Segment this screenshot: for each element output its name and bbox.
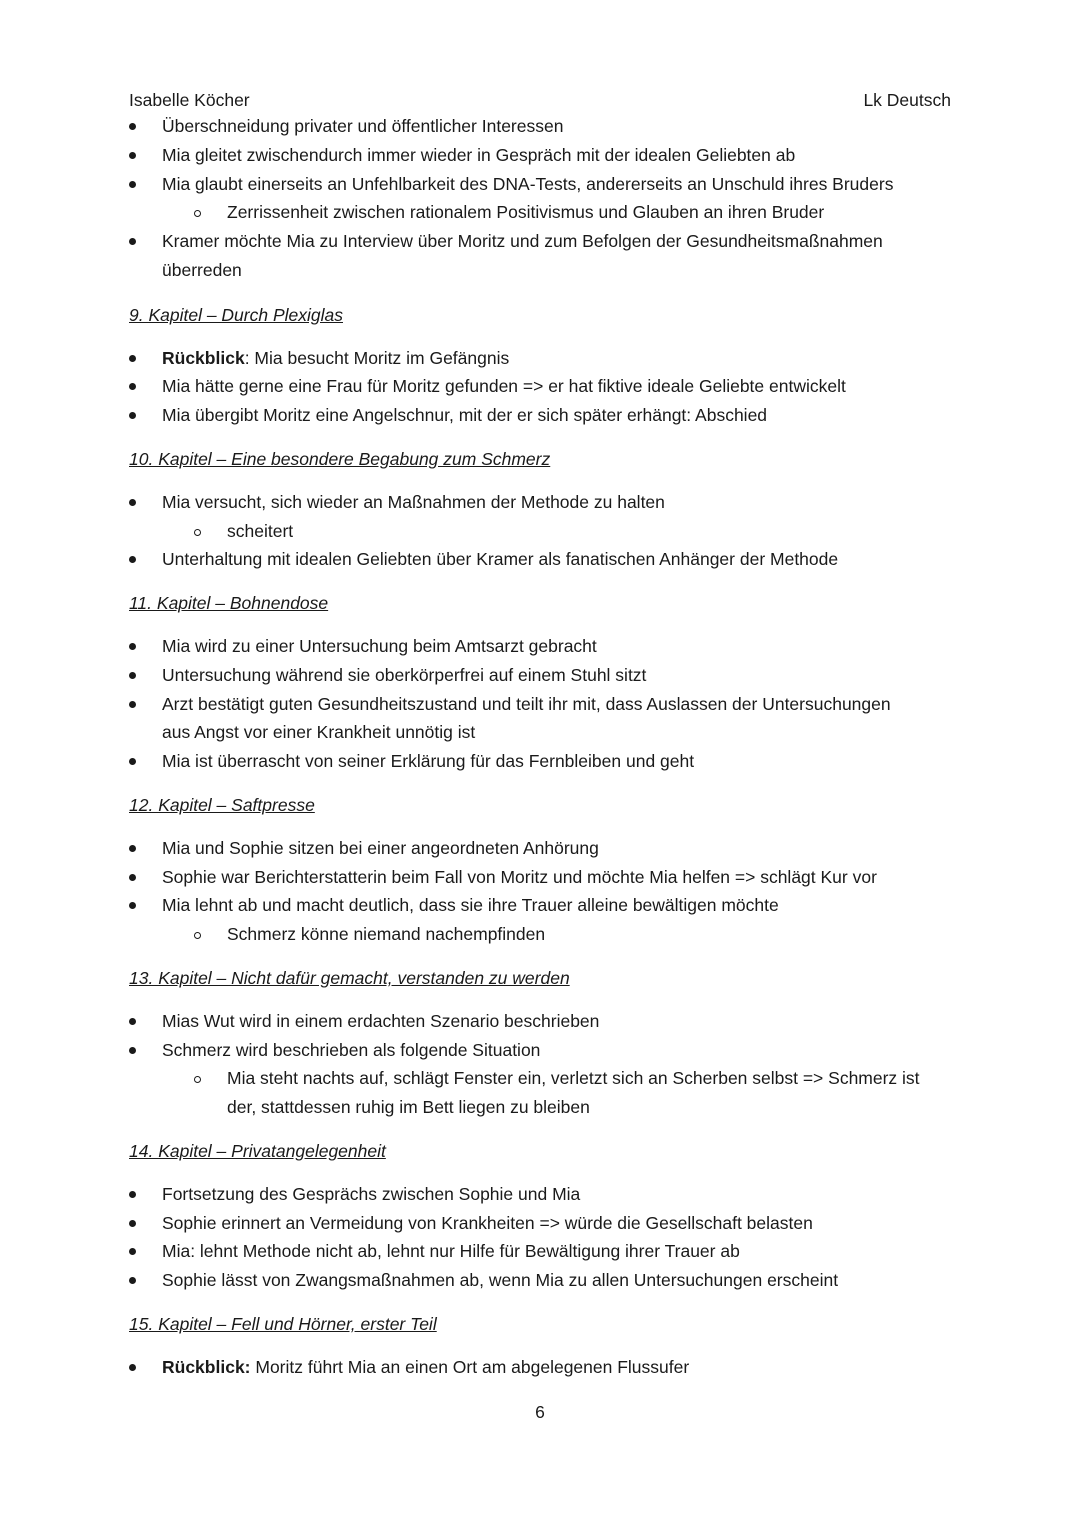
chapter-heading: 10. Kapitel – Eine besondere Begabung zum Schmerz [129, 448, 551, 469]
sub-list-item: scheitert [129, 517, 959, 546]
chapter-heading: 9. Kapitel – Durch Plexiglas [129, 304, 343, 325]
list-item: Mia lehnt ab und macht deutlich, dass sie ihre Trauer alleine bewältigen möchte [129, 891, 959, 920]
course-name: Lk Deutsch [863, 90, 951, 110]
chapter-heading: 14. Kapitel – Privatangelegenheit [129, 1140, 386, 1161]
list-item: Schmerz wird beschrieben als folgende Situation [129, 1036, 959, 1065]
sub-list-item: Schmerz könne niemand nachempfinden [129, 920, 959, 949]
list-item: Untersuchung während sie oberkörperfrei auf einem Stuhl sitzt [129, 661, 959, 690]
list-item: Mia: lehnt Methode nicht ab, lehnt nur Hilfe für Bewältigung ihrer Trauer ab [129, 1237, 959, 1266]
page-number: 6 [535, 1402, 545, 1422]
list-item: Kramer möchte Mia zu Interview über Moritz und zum Befolgen der Gesundheitsmaßnahmen [129, 227, 959, 256]
list-item: Mia übergibt Moritz eine Angelschnur, mit der er sich später erhängt: Abschied [129, 401, 959, 430]
chapter-heading: 12. Kapitel – Saftpresse [129, 794, 315, 815]
list-item: Mia versucht, sich wieder an Maßnahmen der Methode zu halten [129, 488, 959, 517]
chapter-heading: 11. Kapitel – Bohnendose [129, 593, 329, 614]
list-item: Rückblick: Mia besucht Moritz im Gefängnis [129, 344, 959, 373]
list-item-continuation: aus Angst vor einer Krankheit unnötig ist [162, 722, 476, 743]
list-item: Mia glaubt einerseits an Unfehlbarkeit des DNA-Tests, andererseits an Unschuld ihres Bruders [129, 170, 959, 199]
sub-list-item-continuation: der, stattdessen ruhig im Bett liegen zu bleiben [227, 1097, 590, 1118]
list-item: Sophie war Berichterstatterin beim Fall von Moritz und möchte Mia helfen => schlägt Kur vor [129, 863, 959, 892]
list-item: Mia hätte gerne eine Frau für Moritz gefunden => er hat fiktive ideale Geliebte entwickelt [129, 372, 959, 401]
list-item: Überschneidung privater und öffentlicher Interessen [129, 112, 959, 141]
list-item: Arzt bestätigt guten Gesundheitszustand und teilt ihr mit, dass Auslassen der Untersuchungen [129, 690, 959, 719]
list-item: Mia und Sophie sitzen bei einer angeordneten Anhörung [129, 834, 959, 863]
page-header [129, 90, 951, 112]
list-item: Fortsetzung des Gesprächs zwischen Sophie und Mia [129, 1180, 959, 1209]
list-item: Sophie lässt von Zwangsmaßnahmen ab, wenn Mia zu allen Untersuchungen erscheint [129, 1266, 959, 1295]
list-item: Sophie erinnert an Vermeidung von Krankheiten => würde die Gesellschaft belasten [129, 1209, 959, 1238]
author-name: Isabelle Köcher [129, 90, 250, 110]
list-item: Mia gleitet zwischendurch immer wieder in Gespräch mit der idealen Geliebten ab [129, 141, 959, 170]
list-item: Mias Wut wird in einem erdachten Szenario beschrieben [129, 1007, 959, 1036]
sub-list-item: Mia steht nachts auf, schlägt Fenster ein, verletzt sich an Scherben selbst => Schmerz ist [129, 1064, 959, 1093]
page-content [129, 112, 959, 1381]
list-item: Mia wird zu einer Untersuchung beim Amtsarzt gebracht [129, 632, 959, 661]
list-item: Mia ist überrascht von seiner Erklärung für das Fernbleiben und geht [129, 747, 959, 776]
sub-list-item: Zerrissenheit zwischen rationalem Positivismus und Glauben an ihren Bruder [129, 198, 959, 227]
list-item-continuation: überreden [162, 259, 242, 280]
list-item: Unterhaltung mit idealen Geliebten über Kramer als fanatischen Anhänger der Methode [129, 545, 959, 574]
chapter-heading: 13. Kapitel – Nicht dafür gemacht, verstanden zu werden [129, 967, 570, 988]
list-item: Rückblick: Moritz führt Mia an einen Ort am abgelegenen Flussufer [129, 1353, 959, 1382]
chapter-heading: 15. Kapitel – Fell und Hörner, erster Teil [129, 1313, 437, 1334]
